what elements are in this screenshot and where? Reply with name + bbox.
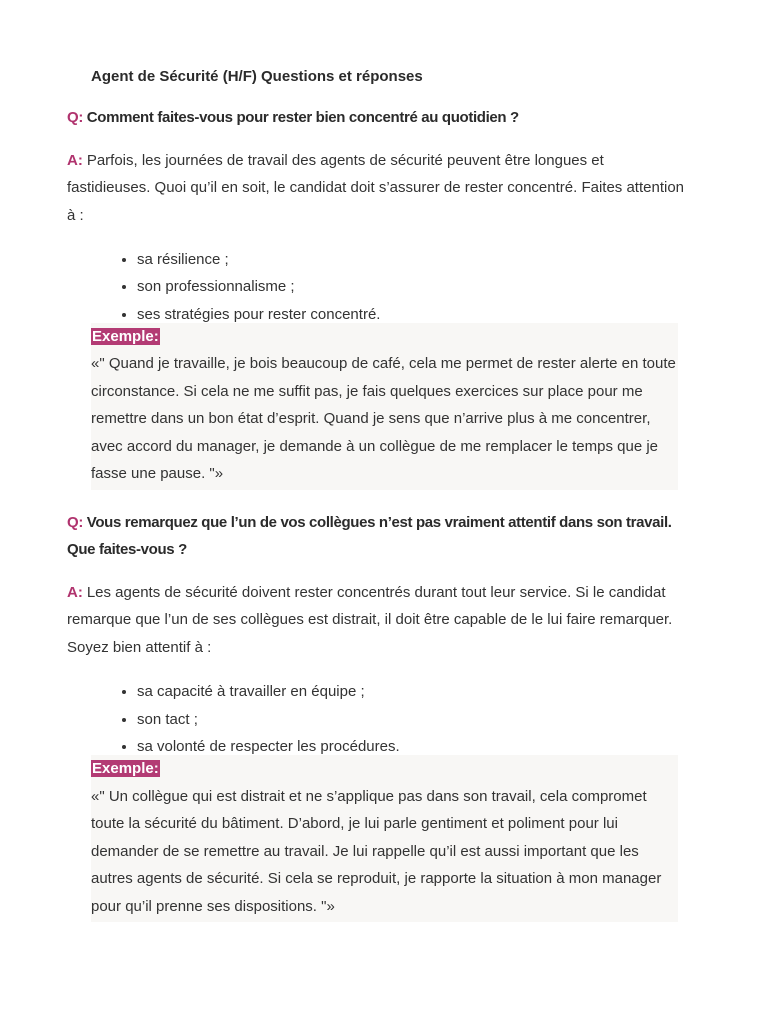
- answer-label: A:: [67, 151, 83, 169]
- document-page: [67, 60, 687, 922]
- list-item: • sa volonté de respecter les procédures.: [137, 733, 687, 760]
- list-item: • sa capacité à travailler en équipe ;: [137, 678, 687, 705]
- question-label: Q:: [67, 513, 83, 531]
- question-1: [67, 104, 687, 132]
- answer-1-points: [67, 246, 687, 328]
- example-1-text: «" Quand je travaille, je bois beaucoup de café, cela me permet de rester alerte en toute circonstance. Si cela ne me suffit pas, je fais quelques exercices sur place pour me remettre dans un bon état d’esprit. Quand je sens que n’arrive plus à me concentrer, avec accord du manager, je demande à un collègue de me remplacer le temps que je fasse une pause. "»: [91, 355, 676, 483]
- list-item: • son tact ;: [137, 706, 687, 733]
- answer-1-text: Parfois, les journées de travail des agents de sécurité peuvent être longues et fastidieuses. Quoi qu’il en soit, le candidat doit s’assurer de rester concentré. Faites attention à :: [67, 151, 684, 224]
- answer-2-text: Les agents de sécurité doivent rester concentrés durant tout leur service. Si le candidat remarque que l’un de ses collègues est distrait, il doit être capable de le lui faire remarquer. Soyez bien attentif à :: [67, 583, 673, 656]
- document-title: Agent de Sécurité (H/F) Questions et réponses: [91, 68, 423, 85]
- answer-1: [67, 147, 687, 230]
- example-2-text: «" Un collègue qui est distrait et ne s’applique pas dans son travail, cela compromet toute la sécurité du bâtiment. D’abord, je lui parle gentiment et poliment pour lui demander de se remettre au travail. Je lui rappelle qu’il est aussi important que les autres agents de sécurité. Si cela se reproduit, je rapporte la situation à mon manager pour qu’il prenne ses dispositions. "»: [91, 787, 662, 915]
- list-item: • son professionnalisme ;: [137, 273, 687, 300]
- question-2: [67, 509, 687, 564]
- example-box-2: [91, 755, 678, 922]
- example-box-1: [91, 323, 678, 490]
- answer-2: [67, 579, 687, 662]
- qa-block-2: [67, 509, 687, 922]
- answer-2-points: [67, 678, 687, 760]
- answer-label: A:: [67, 583, 83, 601]
- question-1-text: Comment faites-vous pour rester bien concentré au quotidien ?: [86, 109, 519, 126]
- qa-block-1: [67, 104, 687, 490]
- list-item: • sa résilience ;: [137, 246, 687, 273]
- question-2-text: Vous remarquez que l’un de vos collègues n’est pas vraiment attentif dans son travail. Que faites-vous ?: [67, 513, 672, 559]
- list-item: • ses stratégies pour rester concentré.: [137, 301, 687, 328]
- example-label: Exemple:: [92, 760, 159, 778]
- question-label: Q:: [67, 109, 83, 126]
- example-label: Exemple:: [92, 327, 159, 345]
